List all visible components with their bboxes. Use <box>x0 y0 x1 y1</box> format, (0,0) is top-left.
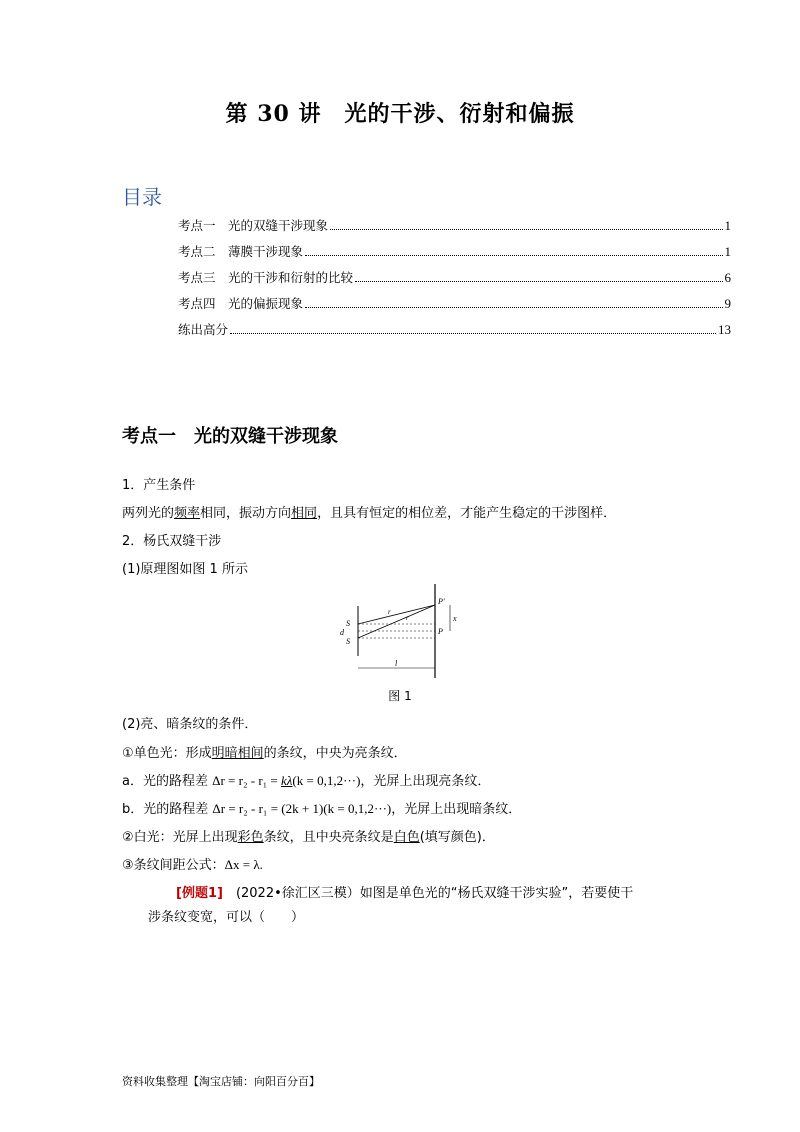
toc-item[interactable] <box>178 242 731 268</box>
toc-item-label: 考点一 光的双缝干涉现象 <box>178 218 329 233</box>
paragraph-title: (2)亮、暗条纹的条件． <box>122 717 258 732</box>
underlined-answer: 频率 <box>174 506 201 521</box>
toc-item-label: 考点三 光的干涉和衍射的比较 <box>178 270 354 285</box>
toc-item-label: 考点四 光的偏振现象 <box>178 296 304 311</box>
toc-item-page: 13 <box>718 322 731 337</box>
section-heading: 考点一 光的双缝干涉现象 <box>122 426 338 447</box>
text: 条纹，且中央亮条纹是 <box>263 830 394 845</box>
line-bright-fringe <box>122 770 490 789</box>
toc-item-page: 1 <box>724 244 731 259</box>
text: a．光的路程差 <box>122 774 213 789</box>
paragraph-title: 1．产生条件 <box>122 478 196 493</box>
toc-leader-dots <box>330 228 722 230</box>
text: ，且具有恒定的相位差，才能产生稳定的干涉图样． <box>317 506 617 521</box>
toc-leader-dots <box>230 332 716 334</box>
formula: (k = 0,1,2···) <box>292 773 361 788</box>
double-slit-diagram <box>330 582 470 682</box>
toc-item[interactable] <box>178 320 731 346</box>
label-p-prime: P′ <box>438 597 445 606</box>
example-question-cont: 涉条纹变宽，可以（ ） <box>148 910 305 925</box>
label-l: l <box>395 659 398 668</box>
label-r1: r <box>388 608 391 616</box>
text: ②白光：光屏上出现 <box>122 830 238 845</box>
paragraph-fringe-spacing <box>122 854 263 873</box>
paragraph-white-light <box>122 826 495 845</box>
text: 相同，振动方向 <box>200 506 292 521</box>
label-r2: r <box>406 614 409 622</box>
text: 两列光的 <box>122 506 175 521</box>
page-title: 第 30 讲 光的干涉、衍射和偏振 <box>225 101 575 127</box>
label-s2: S <box>346 637 350 646</box>
toc-leader-dots <box>355 280 722 282</box>
underlined-answer: 白色 <box>393 830 420 845</box>
label-p: P <box>438 627 443 636</box>
label-s1: S <box>346 619 350 628</box>
toc-item-label: 考点二 薄膜干涉现象 <box>178 244 304 259</box>
toc-item-label: 练出高分 <box>178 322 229 337</box>
toc-leader-dots <box>305 254 722 256</box>
example-question <box>176 882 633 901</box>
formula: Δr = r₂ - r₁ = (2k + 1)(k = 0,1,2···) <box>212 801 392 816</box>
toc-item-page: 6 <box>724 270 731 285</box>
page-footer: 资料收集整理【淘宝店铺：向阳百分百】 <box>122 1075 320 1088</box>
paragraph-conditions <box>122 502 616 521</box>
line-dark-fringe <box>122 798 521 817</box>
text: (填写颜色)． <box>419 830 495 845</box>
text: ，光屏上出现亮条纹． <box>360 774 491 789</box>
label-d: d <box>340 628 344 637</box>
figure-caption: 图 1 <box>388 689 412 703</box>
text: ③条纹间距公式： <box>122 858 225 873</box>
toc-heading: 目录 <box>122 185 162 209</box>
text: ，光屏上出现暗条纹． <box>391 802 522 817</box>
underlined-answer: kλ <box>281 773 293 788</box>
table-of-contents <box>178 216 731 346</box>
example-tag: [例题1] <box>176 886 223 901</box>
paragraph-title: 2．杨氏双缝干涉 <box>122 534 222 549</box>
underlined-answer: 彩色 <box>237 830 264 845</box>
text: b．光的路程差 <box>122 802 213 817</box>
toc-item[interactable] <box>178 268 731 294</box>
underlined-answer: 相同 <box>291 506 318 521</box>
toc-item-page: 1 <box>724 218 731 233</box>
formula: Δr = r₂ - r₁ = <box>212 773 282 788</box>
toc-item[interactable] <box>178 216 731 242</box>
formula: Δx = λ. <box>224 857 263 872</box>
text: ①单色光：形成 <box>122 746 212 761</box>
toc-leader-dots <box>305 306 722 308</box>
paragraph-monochromatic <box>122 742 407 761</box>
underlined-answer: 明暗相间 <box>211 746 264 761</box>
toc-item-page: 9 <box>724 296 731 311</box>
paragraph-subtitle: (1)原理图如图 1 所示 <box>122 562 248 577</box>
toc-item[interactable] <box>178 294 731 320</box>
text: (2022•徐汇区三模）如图是单色光的“杨氏双缝干涉实验”，若要使干 <box>222 886 634 901</box>
label-x: x <box>453 614 457 623</box>
text: 的条纹，中央为亮条纹． <box>263 746 407 761</box>
